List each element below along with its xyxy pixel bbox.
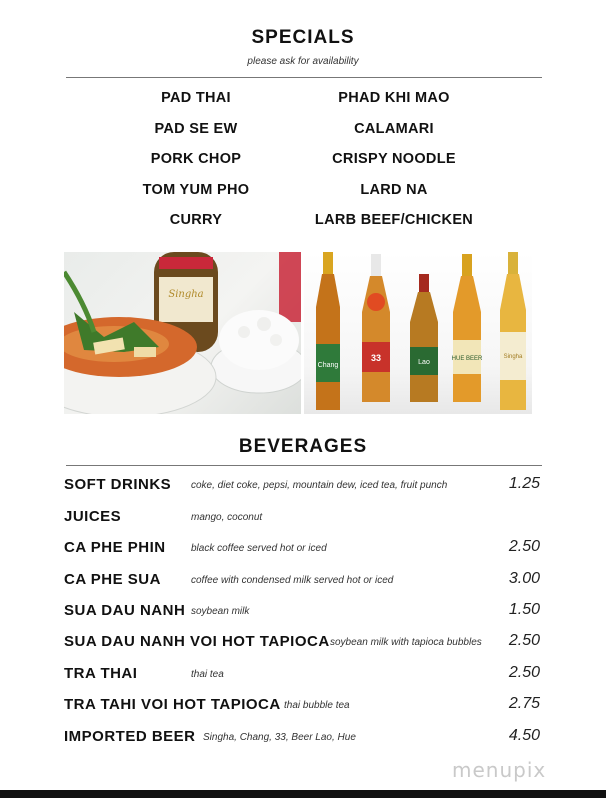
curry-and-rice-photo	[64, 252, 301, 414]
special-item: LARB BEEF/CHICKEN	[314, 212, 474, 228]
beverage-row	[64, 602, 542, 630]
beverage-price: 2.75	[508, 695, 540, 712]
menupix-watermark: menupix	[452, 758, 547, 782]
beer-label-hue: HUE BEER	[451, 356, 483, 362]
beverage-description: thai tea	[191, 669, 224, 680]
special-item: CURRY	[169, 212, 223, 228]
beverage-description: mango, coconut	[191, 512, 263, 523]
beverage-row	[64, 633, 542, 661]
special-item: CALAMARI	[354, 120, 434, 137]
beverage-price: 3.00	[508, 570, 540, 587]
beverage-name: CA PHE PHIN	[64, 539, 166, 556]
beverages-divider	[66, 465, 542, 466]
beverage-description: coke, diet coke, pepsi, mountain dew, iced tea, fruit punch	[191, 480, 448, 491]
beverage-price: 1.25	[508, 475, 540, 492]
beverages-title: BEVERAGES	[238, 436, 368, 457]
beverage-name: JUICES	[64, 508, 122, 525]
beverage-row	[64, 665, 542, 693]
beverage-row	[64, 728, 542, 756]
beer-label-33: 33	[370, 353, 382, 363]
beverage-name: SOFT DRINKS	[64, 476, 172, 493]
special-item: PAD SE EW	[154, 120, 238, 137]
beverage-name: TRA TAHI VOI HOT TAPIOCA	[64, 696, 281, 713]
special-item: PAD THAI	[161, 90, 231, 106]
beverage-row	[64, 508, 542, 536]
beverage-price: 2.50	[508, 632, 540, 649]
bottle-label-text: Singha	[168, 289, 204, 300]
special-item: LARD NA	[360, 181, 428, 198]
beverage-price: 2.50	[508, 664, 540, 681]
specials-subtitle: please ask for availability	[247, 56, 359, 67]
beer-bottles-illustration	[304, 252, 532, 414]
beverage-description: thai bubble tea	[284, 700, 350, 711]
beverage-row	[64, 696, 542, 724]
beverage-row	[64, 476, 542, 504]
specials-left-column	[86, 88, 306, 241]
special-item: PORK CHOP	[150, 151, 242, 167]
beverage-description: Singha, Chang, 33, Beer Lao, Hue	[203, 732, 356, 743]
beverage-price: 4.50	[508, 727, 540, 744]
bottom-border	[0, 790, 606, 798]
beer-label-lao: Lao	[418, 359, 430, 366]
beverage-description: soybean milk	[191, 606, 250, 617]
beverage-name: SUA DAU NANH VOI HOT TAPIOCA	[64, 633, 330, 650]
beverage-description: soybean milk with tapioca bubbles	[330, 637, 482, 648]
curry-photo-illustration	[64, 252, 301, 414]
beverage-price: 1.50	[508, 601, 540, 618]
beverage-description: black coffee served hot or iced	[191, 543, 327, 554]
beverage-name: CA PHE SUA	[64, 571, 161, 588]
beverage-description: coffee with condensed milk served hot or iced	[191, 575, 394, 586]
specials-divider	[66, 77, 542, 78]
beer-label-singha: Singha	[503, 354, 523, 360]
special-item: CRISPY NOODLE	[332, 151, 456, 167]
special-item: PHAD KHI MAO	[338, 90, 450, 106]
beverage-price: 2.50	[508, 538, 540, 555]
special-item: TOM YUM PHO	[142, 181, 250, 198]
beverage-row	[64, 539, 542, 567]
specials-title: SPECIALS	[251, 27, 355, 48]
beverage-row	[64, 571, 542, 599]
beverage-name: IMPORTED BEER	[64, 728, 196, 745]
beer-label-chang: Chang	[317, 362, 339, 369]
beverage-name: TRA THAI	[64, 665, 138, 682]
specials-right-column	[284, 88, 504, 241]
beverage-name: SUA DAU NANH	[64, 602, 186, 619]
imported-beer-photo	[304, 252, 532, 414]
